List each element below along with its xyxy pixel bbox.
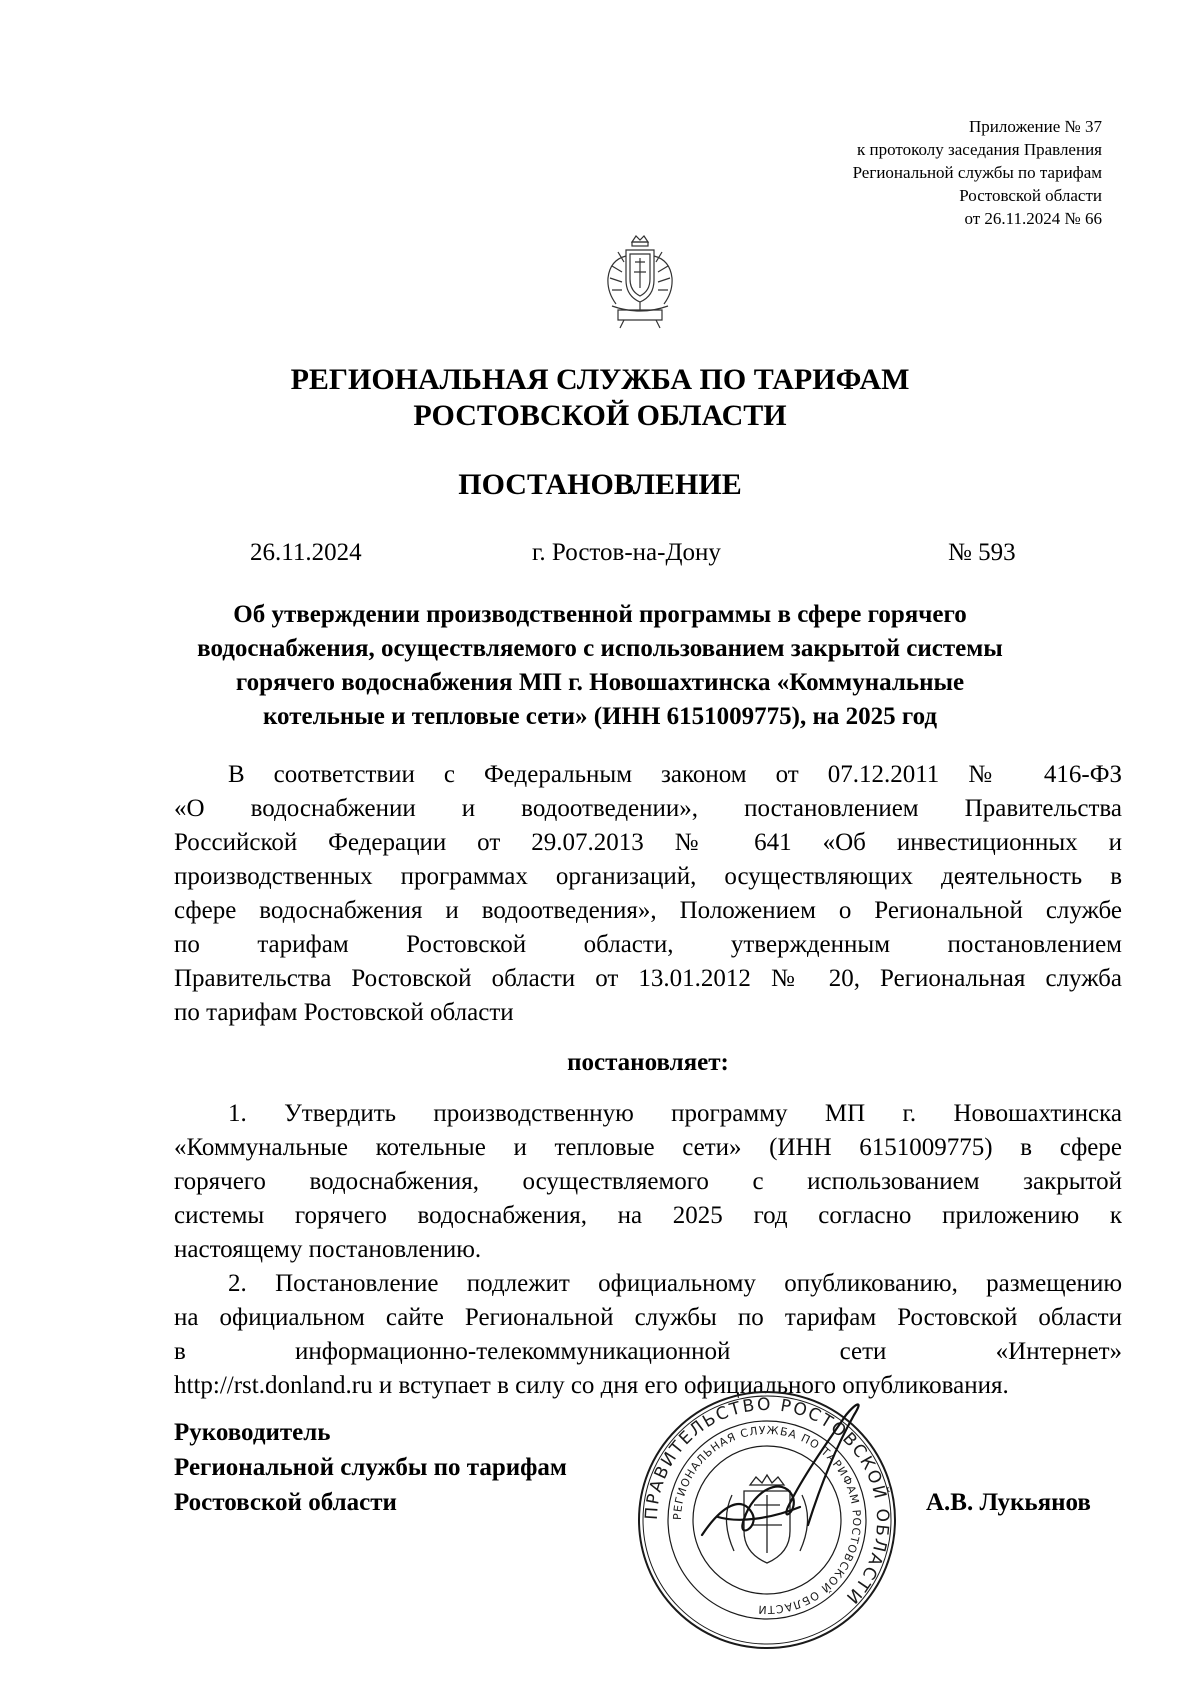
appendix-line: Приложение № 37 — [969, 117, 1102, 136]
item-line: горячего водоснабжения, осуществляемого с использованием закрытой — [174, 1168, 1122, 1195]
item-line: http://rst.donland.ru и вступает в силу со дня его официального опубликования. — [174, 1372, 1009, 1399]
document-type: ПОСТАНОВЛЕНИЕ — [458, 468, 742, 501]
subject-line: Об утверждении производственной программы в сфере горячего — [233, 601, 967, 628]
subject-line: горячего водоснабжения МП г. Новошахтинска «Коммунальные — [235, 669, 965, 696]
item-line: в информационно-телекоммуникационной сети «Интернет» — [174, 1338, 1122, 1365]
item-line: 1. Утвердить производственную программу МП г. Новошахтинска — [228, 1100, 1122, 1127]
preamble-line: «О водоснабжении и водоотведении», постановлением Правительства — [174, 795, 1122, 822]
coat-of-arms-icon — [598, 232, 682, 332]
preamble-line: по тарифам Ростовской области, утвержденным постановлением — [174, 931, 1122, 958]
organization-title-line: РОСТОВСКОЙ ОБЛАСТИ — [413, 399, 787, 432]
signatory-position — [174, 1415, 694, 1520]
resolution-item-1 — [174, 1097, 1122, 1267]
appendix-line: Ростовской области — [959, 186, 1102, 205]
appendix-line: Региональной службы по тарифам — [852, 163, 1102, 182]
subject-line: котельные и тепловые сети» (ИНН 6151009775), на 2025 год — [262, 703, 938, 730]
organization-title — [170, 362, 1030, 434]
preamble-paragraph — [174, 758, 1122, 1030]
subject-line: водоснабжения, осуществляемого с использованием закрытой системы — [197, 635, 1003, 662]
preamble-line: В соответствии с Федеральным законом от 07.12.2011 № 416-ФЗ — [228, 761, 1122, 788]
document-subject — [170, 598, 1030, 734]
appendix-line: к протоколу заседания Правления — [857, 140, 1102, 159]
preamble-line: производственных программах организаций, осуществляющих деятельность в — [174, 863, 1122, 890]
organization-title-line: РЕГИОНАЛЬНАЯ СЛУЖБА ПО ТАРИФАМ — [290, 363, 910, 396]
document-date: 26.11.2024 — [250, 539, 362, 566]
signatory-name: А.В. Лукьянов — [926, 1489, 1091, 1516]
appendix-note — [682, 115, 1102, 230]
appendix-line: от 26.11.2024 № 66 — [964, 209, 1102, 228]
signatory-position-line: Региональной службы по тарифам — [174, 1454, 567, 1481]
document-number: № 593 — [948, 539, 1016, 566]
preamble-line: Правительства Ростовской области от 13.01.2012 № 20, Региональная служба — [174, 965, 1122, 992]
item-line: 2. Постановление подлежит официальному опубликованию, размещению — [228, 1270, 1122, 1297]
preamble-line: Российской Федерации от 29.07.2013 № 641 «Об инвестиционных и — [174, 829, 1122, 856]
preamble-line: по тарифам Ростовской области — [174, 999, 514, 1026]
resolution-item-2 — [174, 1267, 1122, 1403]
official-seal-icon — [632, 1385, 902, 1655]
signatory-position-line: Руководитель — [174, 1419, 331, 1446]
item-line: настоящему постановлению. — [174, 1236, 482, 1263]
seal-inner-text: РЕГИОНАЛЬНАЯ СЛУЖБА ПО ТАРИФАМ РОСТОВСКОЙ ОБЛАСТИ — [670, 1423, 864, 1617]
document-city: г. Ростов-на-Дону — [532, 539, 721, 566]
signatory-position-line: Ростовской области — [174, 1489, 397, 1516]
seal-outer-text: ПРАВИТЕЛЬСТВО РОСТОВСКОЙ ОБЛАСТИ — [641, 1394, 893, 1609]
item-line: системы горячего водоснабжения, на 2025 год согласно приложению к — [174, 1202, 1122, 1229]
preamble-line: сфере водоснабжения и водоотведения», Положением о Региональной службе — [174, 897, 1122, 924]
item-line: «Коммунальные котельные и тепловые сети» (ИНН 6151009775) в сфере — [174, 1134, 1122, 1161]
item-line: на официальном сайте Региональной службы по тарифам Ростовской области — [174, 1304, 1122, 1331]
resolution-items — [174, 1097, 1122, 1403]
resolves-heading: постановляет: — [567, 1049, 729, 1076]
